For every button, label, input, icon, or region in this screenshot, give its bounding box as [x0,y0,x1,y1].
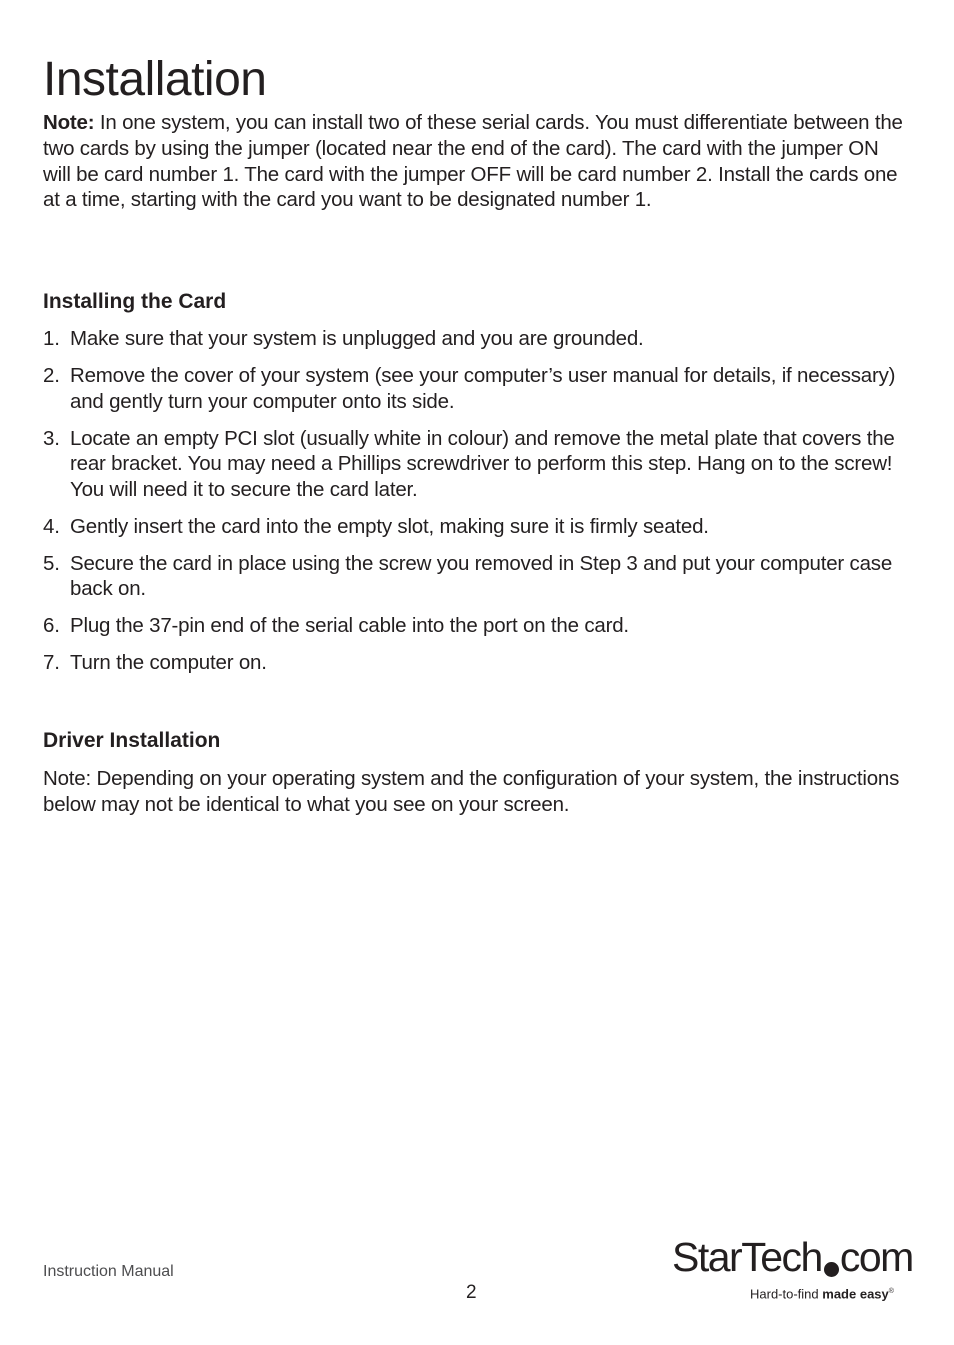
logo-brand-right: com [839,1234,913,1280]
startech-logo [672,1234,912,1306]
list-item [43,514,903,540]
note-label: Note: [43,111,95,134]
intro-note [43,110,903,213]
step-number: 5. [43,551,60,575]
driver-note: Note: Depending on your operating system and the configuration of your system, the instructions below may not be identical to what you see on your screen. [43,767,900,816]
step-number: 3. [43,426,60,450]
list-item [43,613,903,639]
step-text: Gently insert the card into the empty slot, making sure it is firmly seated. [70,514,709,538]
step-text: Turn the computer on. [70,651,267,674]
logo-tagline [750,1284,894,1302]
logo-brand-left: StarTech [672,1234,822,1280]
footer-manual-label: Instruction Manual [43,1263,174,1280]
list-item [43,426,903,503]
list-item [43,326,903,352]
step-number: 4. [43,514,60,538]
step-text: Make sure that your system is unplugged and you are grounded. [70,327,644,350]
registered-mark: ® [888,1288,894,1295]
list-item [43,363,903,414]
note-text: In one system, you can install two of these serial cards. You must differentiate between the two cards by using the jumper (located near the end of the card). The card with the jumper ON will be card number 1. The card with the jumper OFF will be card number 2. Install the cards one at a time, starting with the card you want to be designated number 1. [43,111,903,212]
step-text: Locate an empty PCI slot (usually white in colour) and remove the metal plate that covers the rear bracket. You may need a Phillips screwdriver to perform this step. Hang on to the screw! You will need it to secure the card later. [70,426,895,501]
page-number: 2 [466,1282,477,1303]
logo-dot-icon [824,1262,839,1277]
step-text: Remove the cover of your system (see your computer’s user manual for details, if necessary) and gently turn your computer onto its side. [70,364,896,413]
section-heading-installing-card: Installing the Card [43,290,227,313]
step-number: 7. [43,651,60,674]
step-text: Secure the card in place using the screw you removed in Step 3 and put your computer case back on. [70,551,893,600]
installation-steps-list [43,326,903,687]
section-heading-driver-installation: Driver Installation [43,729,221,752]
list-item [43,551,903,602]
step-number: 1. [43,327,60,350]
logo-wordmark [672,1234,913,1280]
page-title: Installation [43,53,267,106]
list-item [43,650,903,676]
step-text: Plug the 37-pin end of the serial cable into the port on the card. [70,614,629,637]
tagline-regular: Hard-to-find [750,1286,819,1302]
step-number: 2. [43,364,60,387]
tagline-bold: made easy [822,1286,889,1302]
step-number: 6. [43,614,60,637]
